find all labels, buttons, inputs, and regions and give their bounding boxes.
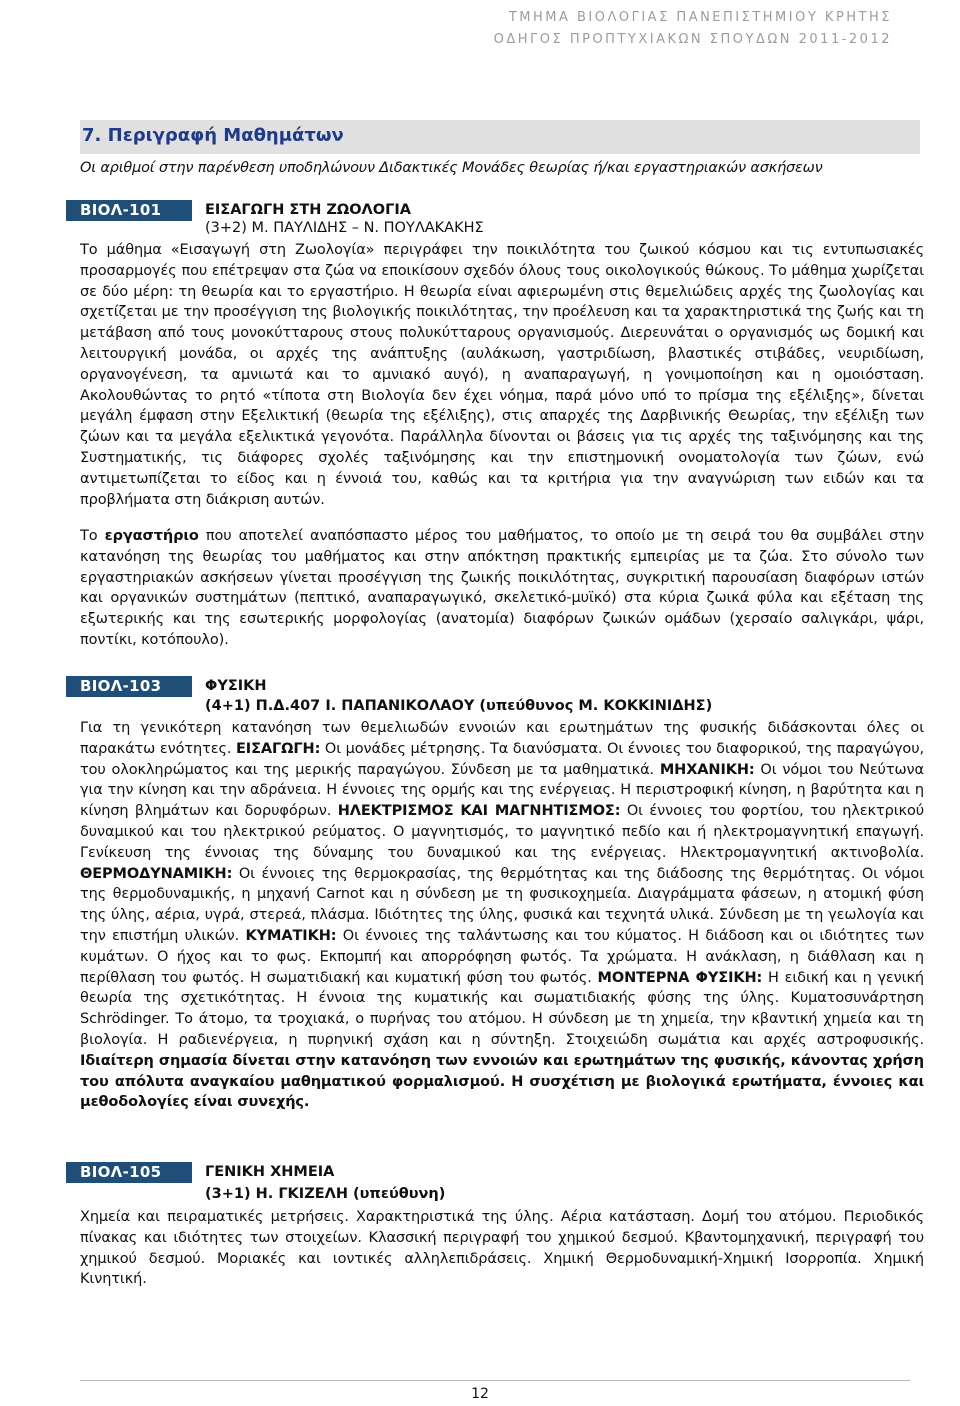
course-instructors: (3+2) Μ. ΠΑΥΛΙΔΗΣ – Ν. ΠΟΥΛΑΚΑΚΗΣ <box>205 220 484 236</box>
course-title: ΕΙΣΑΓΩΓΗ ΣΤΗ ΖΩΟΛΟΓΙΑ <box>205 202 411 218</box>
text-span: Το <box>80 528 105 544</box>
topic-heading: ΜΗΧΑΝΙΚΗ: <box>659 761 755 778</box>
section-subtitle: Οι αριθμοί στην παρένθεση υποδηλώνουν Διδακτικές Μονάδες θεωρίας ή/και εργαστηριακών ασκήσεων <box>80 160 823 176</box>
topic-heading: ΜΟΝΤΕΡΝΑ ΦΥΣΙΚΗ: <box>597 969 763 986</box>
course-description: Χημεία και πειραματικές μετρήσεις. Χαρακτηριστικά της ύλης. Αέρια κατάσταση. Δομή του ατόμου. Περιοδικός πίνακας και ιδιότητες των στοιχείων. Κλασσική περιγραφή του χημικού δεσμού. Κβαντομηχανική, περιγραφή του χημικού δεσμού. Μοριακές και ιοντικές αλληλεπιδράσεις. Χημική Θερμοδυναμική-Χημική Ισορροπία. Χημική Κινητική. <box>80 1209 924 1288</box>
course-instructors: (3+1) Η. ΓΚΙΖΕΛΗ (υπεύθυνη) <box>205 1186 446 1202</box>
course-title: ΦΥΣΙΚΗ <box>205 678 267 694</box>
course-description <box>80 718 924 1113</box>
section-title: 7. Περιγραφή Μαθημάτων <box>82 125 344 146</box>
topic-heading: ΘΕΡΜΟΔΥΝΑΜΙΚΗ: <box>80 865 233 882</box>
text-span: Οι έννοιες του φορτίου, του ηλεκτρικού δυναμικού και του ηλεκτρικού ρεύματος. Ο μαγνητισμός, το μαγνητικό πεδίο και ή ηλεκτρομαγνητική επαγωγή. Γενίκευση της έννοιας της δύναμης του δυναμικού και της ενέργειας. Ηλεκτρομαγνητική ακτινοβολία. <box>80 803 925 861</box>
text-span: Οι μονάδες μέτρησης. Τα διανύσματα. Οι έννοιες του διαφορικού, της παραγώγου, του ολοκληρώματος και της μερικής παραγώγου. Σύνδεση με τα μαθηματικά. <box>80 740 924 778</box>
course-description: Το μάθημα «Εισαγωγή στη Ζωολογία» περιγράφει την ποικιλότητα του ζωικού κόσμου και τις εντυπωσιακές προσαρμογές που επέτρεψαν στα ζώα να εποικίσουν σχεδόν όλους τους οικολογικούς θώκους. Το μάθημα χωρίζεται σε δύο μέρη: τη θεωρία και το εργαστήριο. Η θεωρία είναι αφιερωμένη στις θεμελιώδεις αρχές της ζωολογίας και σχετίζεται με την προσέγγιση της βιολογικής ποικιλότητας, την προέλευση και τα χαρακτηριστικά της ζωής και τη μετάβαση από τους μονοκύτταρους στους πολυκύτταρους οργανισμούς. Διερευνάται ο οργανισμός ως δομική και λειτουργική μονάδα, οι αρχές της ανάπτυξης (αυλάκωση, γαστριδίωση, βλαστικές στιβάδες, νευριδίωση, οργανογένεση, τα αμνιωτά και το αμνιακό αυγό), η αναπαραγωγή, η γονιμοποίηση και η ομοιόσταση. Ακολουθώντας το ρητό «τίποτα στη Βιολογία δεν έχει νόημα, παρά μόνο υπό το πρίσμα της εξέλιξης», δίνεται μεγάλη έμφαση στην Εξελικτική (θεωρία της εξέλιξης), στις απαρχές της Δαρβινικής Θεωρίας, την εξέλιξη των ζώων και τα μεγάλα εξελικτικά γεγονότα. Παράλληλα δίνονται οι βάσεις για τις αρχές της ταξινόμησης και της Συστηματικής, τις διάφορες σχολές ταξινόμησης και την επιστημονική ονοματολογία των ζώων, ενώ αντιμετωπίζεται το είδος και η έννοιά του, καθώς και τα κριτήρια για την αναγνώριση των ειδών και τα προβλήματα στη διάκριση αυτών. <box>80 242 924 508</box>
text-span: που αποτελεί αναπόσπαστο μέρος του μαθήματος, το οποίο με τη σειρά του θα συμβάλει στην κατανόηση της θεωρίας του μαθήματος και στην απόκτηση πρακτικής εμπειρίας με τα ζώα. Στο σύνολο των εργαστηριακών ασκήσεων γίνεται προσέγγιση της ζωικής ποικιλότητας, συγκριτική παρουσίαση διαφόρων ιστών και οργανικών συστημάτων (πεπτικό, αναπαραγωγικό, σκελετικό-μυϊκό) στα κύρια ζωικά φύλα και εξέταση της εξωτερικής και της εσωτερικής μορφολογίας (ανατομία) διαφόρων ζωικών ομάδων (χερσαίο σαλιγκάρι, ψάρι, ποντίκι, κοτόπουλο). <box>80 528 924 648</box>
text-span: Οι έννοιες της θερμοκρασίας, της θερμότητας και της διάδοσης της θερμότητας. Οι νόμοι της θερμοδυναμικής, η μηχανή Carnot και η σύνδεση με τη φυσικοχημεία. Διαγράμματα φάσεων, η ατομική φύση της ύλης, αέρια, υγρά, στερεά, πλάσμα. Ιδιότητες της ύλης, φυσικά και τεχνητά υλικά. Σύνδεση με τη γεωλογία και την επιστήμη υλικών. <box>80 865 924 944</box>
page-number: 12 <box>471 1386 489 1402</box>
course-lab-description <box>80 526 924 651</box>
course-title: ΓΕΝΙΚΗ ΧΗΜΕΙΑ <box>205 1164 335 1180</box>
lab-keyword: εργαστήριο <box>104 528 199 544</box>
course-code-badge: ΒΙΟΛ-101 <box>66 200 192 221</box>
footer-divider <box>80 1380 910 1381</box>
text-span: Οι νόμοι του Νεύτωνα για την κίνηση και την αδράνεια. Η έννοιες της ορμής και της ενέργειας. Η περιστροφική κίνηση, η βαρύτητα και η κίνηση βλημάτων και δορυφόρων. <box>80 761 924 820</box>
header-institution: ΤΜΗΜΑ ΒΙΟΛΟΓΙΑΣ ΠΑΝΕΠΙΣΤΗΜΙΟΥ ΚΡΗΤΗΣ <box>508 10 892 25</box>
course-code-badge: ΒΙΟΛ-105 <box>66 1162 192 1183</box>
emphasis-text: Ιδιαίτερη σημασία δίνεται στην κατανόηση των εννοιών και ερωτημάτων της φυσικής, κάνοντας χρήση του απόλυτα αναγκαίου μαθηματικού φορμαλισμού. Η συσχέτιση με βιολογικά ερωτήματα, έννοιες και μεθοδολογίες είναι συνεχής. <box>80 1052 924 1111</box>
header-guide-title: ΟΔΗΓΟΣ ΠΡΟΠΤΥΧΙΑΚΩΝ ΣΠΟΥΔΩΝ 2011-2012 <box>493 32 892 47</box>
course-code-badge: ΒΙΟΛ-103 <box>66 676 192 697</box>
topic-heading: ΚΥΜΑΤΙΚΗ: <box>245 927 337 944</box>
course-instructors: (4+1) Π.Δ.407 Ι. ΠΑΠΑΝΙΚΟΛΑΟΥ (υπεύθυνος Μ. ΚΟΚΚΙΝΙΔΗΣ) <box>205 698 713 714</box>
text-span: Η ειδική και η γενική θεωρία της σχετικότητας. Η έννοια της κυματικής και σωματιδιακής φύσης της ύλης. Κυματοσυνάρτηση Schrödinger. Το άτομο, τα τροχιακά, ο πυρήνας του ατόμου. Η σύνδεση με τη χημεία, την κβαντική χημεία και τη βιολογία. Η ραδιενέργεια, η πυρηνική σχάση και η σύντηξη. Στοιχειώδη σωμάτια και αρχές αστροφυσικής. <box>80 969 925 1048</box>
text-span: Για τη γενικότερη κατανόηση των θεμελιωδών εννοιών και ερωτημάτων της φυσικής διδάσκονται όλες οι παρακάτω ενότητες. <box>80 720 924 757</box>
topic-heading: ΕΙΣΑΓΩΓΗ: <box>236 740 321 757</box>
text-span: Οι έννοιες της ταλάντωσης και του κύματος. Η διάδοση και οι ιδιότητες των κυμάτων. Ο ήχος και το φως. Εκπομπή και απορρόφηση φωτός. Τα χρώματα. Η ανάκλαση, η διάθλαση και η περίθλαση του φωτός. Η σωματιδιακή και κυματική φύση του φωτός. <box>80 927 924 986</box>
topic-heading: ΗΛΕΚΤΡΙΣΜΟΣ ΚΑΙ ΜΑΓΝΗΤΙΣΜΟΣ: <box>337 803 621 820</box>
